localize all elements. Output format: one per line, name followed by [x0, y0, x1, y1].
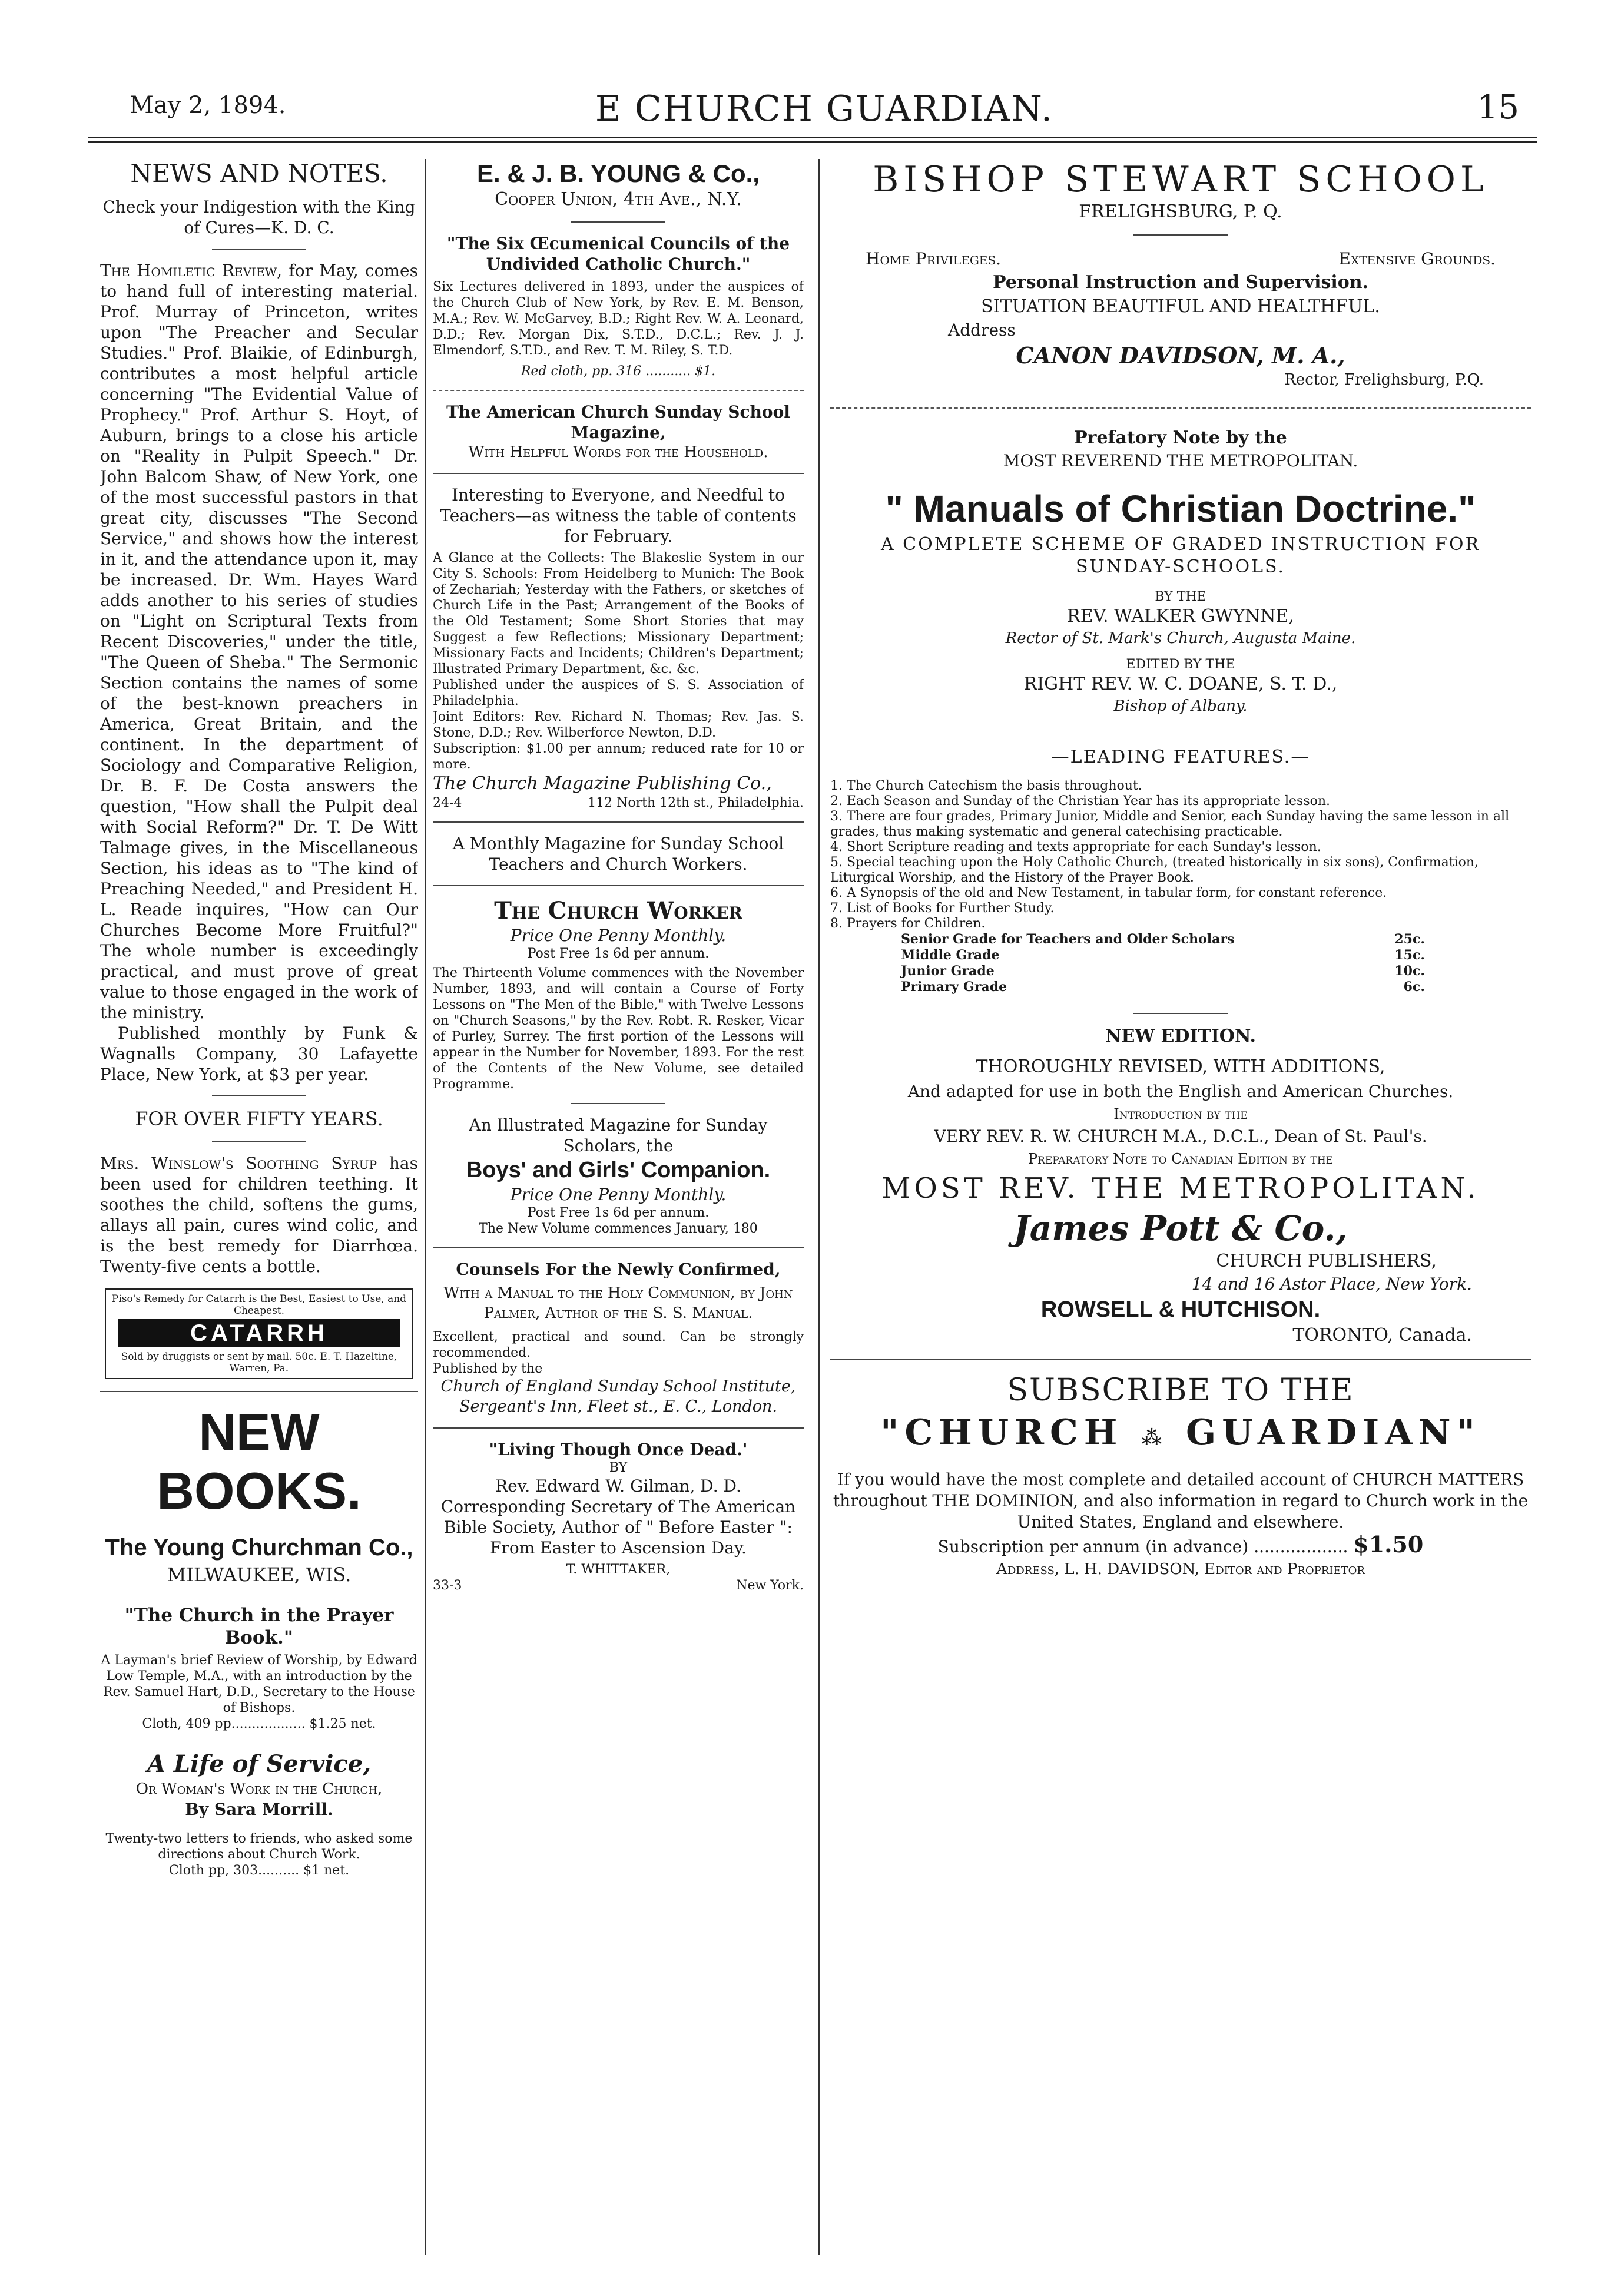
- divider: [1133, 1013, 1228, 1014]
- subscribe-text: If you would have the most complete and detailed account of CHURCH MATTERS throughout THE DOMINION, and also information in regard to Church work in the United States, England and elsewhere.: [833, 1470, 1529, 1532]
- church-worker-post: Post Free 1s 6d per annum.: [527, 946, 710, 961]
- divider: [571, 221, 665, 223]
- church-worker-text: The Thirteenth Volume commences with the November Number, 1893, and will contain a Course of Forty Lessons on "The Men of the Bible," with Twelve Lessons on "Church Seasons," by the Rev. Robt. R. Resker, Vicar of Purley, Surrey. The first portion of the Lessons will appear in the Number for November, 1893. For the rest of the Contents of the New Volume, see detailed Programme.: [433, 966, 804, 1092]
- ad-code: 24-4: [433, 796, 462, 810]
- book1-price: Cloth, 409 pp.................. $1.25 net.: [142, 1717, 376, 1731]
- syrup-text: has been used for children teething. It soothes the child, softens the gums, allays all pain, cures wind colic, and is the best remedy for Diarrhœa. Twenty-five cents a bottle.: [100, 1154, 418, 1276]
- header-rule: [88, 137, 1537, 138]
- living-title: "Living Though Once Dead.': [489, 1440, 748, 1459]
- counsels-subtitle: With a Manual to the Holy Communion, by John Palmer, Author of the S. S. Manual.: [443, 1284, 793, 1322]
- guardian-title-b: GUARDIAN": [1186, 1412, 1481, 1453]
- counsels-recommendation: Excellent, practical and sound. Can be strongly recommended.: [433, 1330, 804, 1360]
- subscription-line: [830, 1533, 1531, 1559]
- grade-row: [901, 963, 1425, 979]
- extensive-grounds: Extensive Grounds.: [1338, 249, 1496, 269]
- grade-row: [901, 932, 1425, 947]
- sunday-magazine-intro: Interesting to Everyone, and Needful to Teachers—as witness the table of contents for February.: [440, 485, 797, 546]
- companion-volume: The New Volume commences January, 180: [479, 1221, 758, 1236]
- firm-address: Cooper Union, 4th Ave., N.Y.: [495, 189, 742, 210]
- magazine-publisher: The Church Magazine Publishing Co.,: [433, 773, 772, 794]
- companion-title: Boys' and Girls' Companion.: [466, 1158, 771, 1182]
- sunday-magazine-subscription: Subscription: $1.00 per annum; reduced rate for 10 or more.: [433, 741, 804, 772]
- counsels-published-by: Published by the: [433, 1361, 543, 1376]
- sunday-magazine-editors: Joint Editors: Rev. Richard N. Thomas; Rev. Jas. S. Stone, D.D.; Rev. Wilberforce Newton, D.D.: [433, 710, 804, 740]
- page-header: [118, 88, 1531, 130]
- grade-name: Junior Grade: [901, 963, 995, 979]
- church-worker-price: Price One Penny Monthly.: [510, 926, 727, 945]
- divider: [433, 390, 804, 391]
- sunday-magazine-title: The American Church Sunday School Magazine,: [446, 402, 790, 442]
- pott-address: 14 and 16 Astor Place, New York.: [1191, 1274, 1472, 1294]
- james-pott: James Pott & Co.,: [1013, 1208, 1348, 1248]
- grade-price: 10c.: [1394, 963, 1425, 979]
- adapted-line: And adapted for use in both the English and American Churches.: [907, 1082, 1454, 1101]
- revised-line: THOROUGHLY REVISED, WITH ADDITIONS,: [976, 1056, 1385, 1077]
- news-heading: NEWS AND NOTES.: [130, 159, 388, 188]
- monthly-magazine-blurb: A Monthly Magazine for Sunday School Teachers and Church Workers.: [452, 834, 784, 874]
- book2-price: Cloth pp, 303.......... $1 net.: [168, 1863, 350, 1878]
- leading-features-heading: —LEADING FEATURES.—: [1051, 747, 1310, 767]
- living-city: New York.: [736, 1578, 804, 1593]
- feature-item: 4. Short Scripture reading and texts appropriate for each Sunday's lesson.: [830, 840, 1321, 854]
- divider: [433, 1247, 804, 1248]
- feature-item: 2. Each Season and Sunday of the Christian Year has its appropriate lesson.: [830, 794, 1331, 809]
- divider: [212, 1141, 306, 1142]
- syrup-lead: Mrs. Winslow's Soothing Syrup: [100, 1154, 377, 1173]
- preparatory-note: Preparatory Note to Canadian Edition by the: [1027, 1151, 1334, 1167]
- canon-davidson: CANON DAVIDSON, M. A.,: [1016, 342, 1345, 369]
- councils-text: Six Lectures delivered in 1893, under the auspices of the Church Club of New York, by Rev. E. M. Benson, M.A.; Rev. W. McGarvey, B.D.; Right Rev. W. A. Leonard, D.D.; Rev. Morgan Dix, S.T.D., D.C.L.; Rev. J. J. Elmendorf, S.T.D., and Rev. T. M. Riley, S. T.D.: [433, 280, 804, 358]
- grade-price: 6c.: [1403, 979, 1425, 995]
- feature-item: 1. The Church Catechism the basis throughout.: [830, 778, 1142, 793]
- doane-role: Bishop of Albany.: [1113, 697, 1248, 715]
- catarrh-word: CATARRH: [118, 1319, 400, 1347]
- graded-scheme: A COMPLETE SCHEME OF GRADED INSTRUCTION FOR SUNDAY-SCHOOLS.: [880, 534, 1481, 577]
- divider: [100, 1391, 418, 1392]
- personal-instruction: Personal Instruction and Supervision.: [992, 272, 1369, 293]
- catarrh-top-text: Piso's Remedy for Catarrh is the Best, Easiest to Use, and Cheapest.: [111, 1293, 407, 1317]
- subscription-address: Address, L. H. DAVIDSON, Editor and Proprietor: [996, 1561, 1365, 1578]
- pott-publishers: CHURCH PUBLISHERS,: [1216, 1251, 1437, 1271]
- soothing-syrup-ad: [100, 1153, 418, 1277]
- column-divider-1: [425, 159, 426, 2255]
- living-footer: [433, 1578, 804, 1593]
- grade-name: Primary Grade: [901, 979, 1007, 995]
- features-list: [830, 778, 1531, 932]
- grade-price: 15c.: [1394, 947, 1425, 963]
- counsels-title: Counsels For the Newly Confirmed,: [456, 1260, 781, 1279]
- sunday-magazine-subtitle: With Helpful Words for the Household.: [468, 443, 768, 461]
- book2-author: By Sara Morrill.: [185, 1800, 333, 1819]
- councils-title: "The Six Œcumenical Councils of the Undivided Catholic Church.": [446, 234, 790, 274]
- divider: [830, 407, 1531, 409]
- catarrh-ad: [105, 1288, 413, 1379]
- by-the: BY THE: [1155, 589, 1206, 604]
- review-lead: The Homiletic Review,: [100, 261, 283, 280]
- rector-line: Rector, Frelighsburg, P.Q.: [1284, 371, 1484, 389]
- column-advertisements: [830, 159, 1531, 1580]
- rowsell-hutchison: ROWSELL & HUTCHISON.: [1040, 1297, 1321, 1322]
- address-label: Address: [948, 320, 1016, 340]
- grade-name: Senior Grade for Teachers and Older Scholars: [901, 932, 1235, 947]
- firm-name: E. & J. B. YOUNG & Co.,: [477, 160, 760, 187]
- feature-item: 3. There are four grades, Primary Junior, Middle and Senior, each Sunday having the same lesson in all grades, thus making systematic and general catechising practicable.: [830, 809, 1510, 839]
- subscription-price: $1.50: [1353, 1531, 1424, 1558]
- toronto: TORONTO, Canada.: [1292, 1325, 1472, 1346]
- divider: [433, 473, 804, 474]
- book1-text: A Layman's brief Review of Worship, by Edward Low Temple, M.A., with an introduction by the Rev. Samuel Hart, D.D., Secretary to the House of Bishops.: [101, 1653, 417, 1715]
- review-article: [100, 260, 418, 1023]
- school-features: [830, 247, 1531, 271]
- new-books-heading: NEW BOOKS.: [157, 1403, 362, 1520]
- fifty-years-heading: FOR OVER FIFTY YEARS.: [135, 1108, 383, 1130]
- edited-by: EDITED BY THE: [1126, 657, 1235, 672]
- grade-row: [901, 979, 1425, 995]
- grade-name: Middle Grade: [901, 947, 1000, 963]
- church-worker-title: The Church Worker: [494, 897, 742, 925]
- book1-title: "The Church in the Prayer Book.": [124, 1605, 394, 1648]
- grade-prices: [830, 932, 1531, 995]
- column-news: [100, 159, 418, 1878]
- feature-item: 5. Special teaching upon the Holy Catholic Church, (treated historically in six sons), Confirmation, Liturgical Worship, and the History of the Prayer Book.: [830, 855, 1479, 885]
- living-by: BY: [609, 1460, 628, 1475]
- prefatory-note: Prefatory Note by the: [1074, 428, 1287, 448]
- companion-post: Post Free 1s 6d per annum.: [527, 1205, 710, 1220]
- publisher-name: The Young Churchman Co.,: [105, 1535, 413, 1561]
- living-publisher: T. WHITTAKER,: [566, 1562, 671, 1577]
- metropolitan-1: MOST REVEREND THE METROPOLITAN.: [1003, 451, 1358, 471]
- issue-date: May 2, 1894.: [130, 92, 286, 119]
- grade-row: [901, 947, 1425, 963]
- walker-gwynne: REV. WALKER GWYNNE,: [1067, 606, 1294, 627]
- divider: [830, 1359, 1531, 1360]
- sunday-magazine-auspices: Published under the auspices of S. S. Association of Philadelphia.: [433, 678, 804, 708]
- published-notice: Published monthly by Funk & Wagnalls Company, 30 Lafayette Place, New York, at $3 per year.: [100, 1023, 418, 1084]
- divider: [433, 885, 804, 886]
- home-privileges: Home Privileges.: [866, 249, 1001, 269]
- divider: [212, 249, 306, 250]
- wc-doane: RIGHT REV. W. C. DOANE, S. T. D.,: [1023, 674, 1338, 694]
- book2-text: Twenty-two letters to friends, who asked some directions about Church Work.: [105, 1831, 413, 1862]
- magazine-address: 112 North 12th st., Philadelphia.: [588, 796, 804, 810]
- subscribe-heading: SUBSCRIBE TO THE: [1007, 1373, 1354, 1408]
- counsels-institute: Church of England Sunday School Institute, Sergeant's Inn, Fleet st., E. C., London.: [440, 1377, 796, 1416]
- divider: [433, 1427, 804, 1429]
- divider: [571, 1103, 665, 1104]
- column-divider-2: [818, 159, 820, 2255]
- feature-item: 6. A Synopsis of the old and New Testament, in tabular form, for constant reference.: [830, 886, 1387, 900]
- book2-title: A Life of Service,: [147, 1750, 372, 1778]
- introduction-by: Introduction by the: [1113, 1106, 1248, 1122]
- magazine-address-line: [433, 795, 804, 811]
- kdc-notice: Check your Indigestion with the King of Cures—K. D. C.: [102, 197, 416, 237]
- masthead-title: E CHURCH GUARDIAN.: [595, 88, 1054, 130]
- divider: [1133, 234, 1228, 236]
- guardian-title-a: "CHURCH: [880, 1412, 1123, 1453]
- feature-item: 8. Prayers for Children.: [830, 916, 986, 931]
- sunday-magazine-contents: A Glance at the Collects: The Blakeslie System in our City S. Schools: From Heidelberg to Munich: The Book of Zechariah; Yesterday with the Fathers, or sketches of Church Life in the Past; Arrangement of the Books of the Old Testament; Some Short Stories that may Suggest a few Reflections; Missionary Department; Missionary Facts and Incidents; Children's Department; Illustrated Primary Department, &c. &c.: [433, 551, 804, 677]
- church-guardian-title: [830, 1410, 1531, 1461]
- companion-price: Price One Penny Monthly.: [510, 1185, 727, 1204]
- divider: [212, 1095, 306, 1096]
- living-author: Rev. Edward W. Gilman, D. D. Corresponding Secretary of The American Bible Society, Author of " Before Easter ": From Easter to Ascension Day.: [440, 1476, 796, 1558]
- header-rule-2: [88, 141, 1537, 143]
- situation: SITUATION BEAUTIFUL AND HEALTHFUL.: [981, 296, 1380, 317]
- manuals-title: " Manuals of Christian Doctrine.": [885, 488, 1476, 530]
- book2-subtitle: Or Woman's Work in the Church,: [135, 1780, 383, 1798]
- grade-price: 25c.: [1394, 932, 1425, 947]
- gwynne-role: Rector of St. Mark's Church, Augusta Maine.: [1005, 630, 1356, 647]
- review-text: for May, comes to hand full of interesting material. Prof. Murray of Princeton, writes upon "The Preacher and Secular Studies." Prof. Blaikie, of Edinburgh, contributes a most helpful article concerning "The Evidential Value of Prophecy." Prof. Arthur S. Hoyt, of Auburn, brings to a close his article on "Reality in Pulpit Speech." Dr. John Balcom Shaw, of New York, one of the most successful pastors in that great city, discusses "The Second Service," and shows how the interest in it, and the attendance upon it, may be increased. Dr. Wm. Hayes Ward adds another to his series of studies on "Light on Scriptural Texts from Recent Discoveries," under the title, "The Queen of Sheba." The Sermonic Section contains the names of some of the best-known preachers in America, Great Britain, and the continent. In the department of Sociology and Comparative Religion, Dr. B. F. De Costa answers the question, "How shall the Pulpit deal with Social Reform?" Dr. T. De Witt Talmage gives, in the Miscellaneous Section, his ideas as to "The kind of Preaching Needed," and President H. L. Reade inquires, "How can Our Churches Become More Fruitful?" The whole number is exceedingly practical, and must prove of great value to those engaged in the work of the ministry.: [100, 261, 418, 1022]
- catarrh-bottom-text: Sold by druggists or sent by mail. 50c. E. T. Hazeltine, Warren, Pa.: [121, 1351, 397, 1374]
- feature-item: 7. List of Books for Further Study.: [830, 901, 1055, 916]
- asterism-icon: ⁂: [1141, 1426, 1168, 1450]
- column-publishers: [433, 159, 804, 1593]
- school-location: FRELIGHSBURG, P. Q.: [1079, 201, 1282, 222]
- new-edition: NEW EDITION.: [1105, 1026, 1256, 1046]
- publisher-city: MILWAUKEE, WIS.: [167, 1563, 352, 1586]
- dean-church: VERY REV. R. W. CHURCH M.A., D.C.L., Dean of St. Paul's.: [934, 1127, 1427, 1146]
- divider: [433, 821, 804, 823]
- ad-code: 33-3: [433, 1578, 462, 1593]
- subscription-label: Subscription per annum (in advance) ..................: [937, 1537, 1348, 1556]
- school-name: BISHOP STEWART SCHOOL: [873, 159, 1489, 200]
- metropolitan-2: MOST REV. THE METROPOLITAN.: [881, 1172, 1480, 1205]
- page-number: 15: [1477, 88, 1519, 127]
- illustrated-magazine-blurb: An Illustrated Magazine for Sunday Scholars, the: [469, 1115, 768, 1155]
- councils-price: Red cloth, pp. 316 ........... $1.: [521, 364, 716, 379]
